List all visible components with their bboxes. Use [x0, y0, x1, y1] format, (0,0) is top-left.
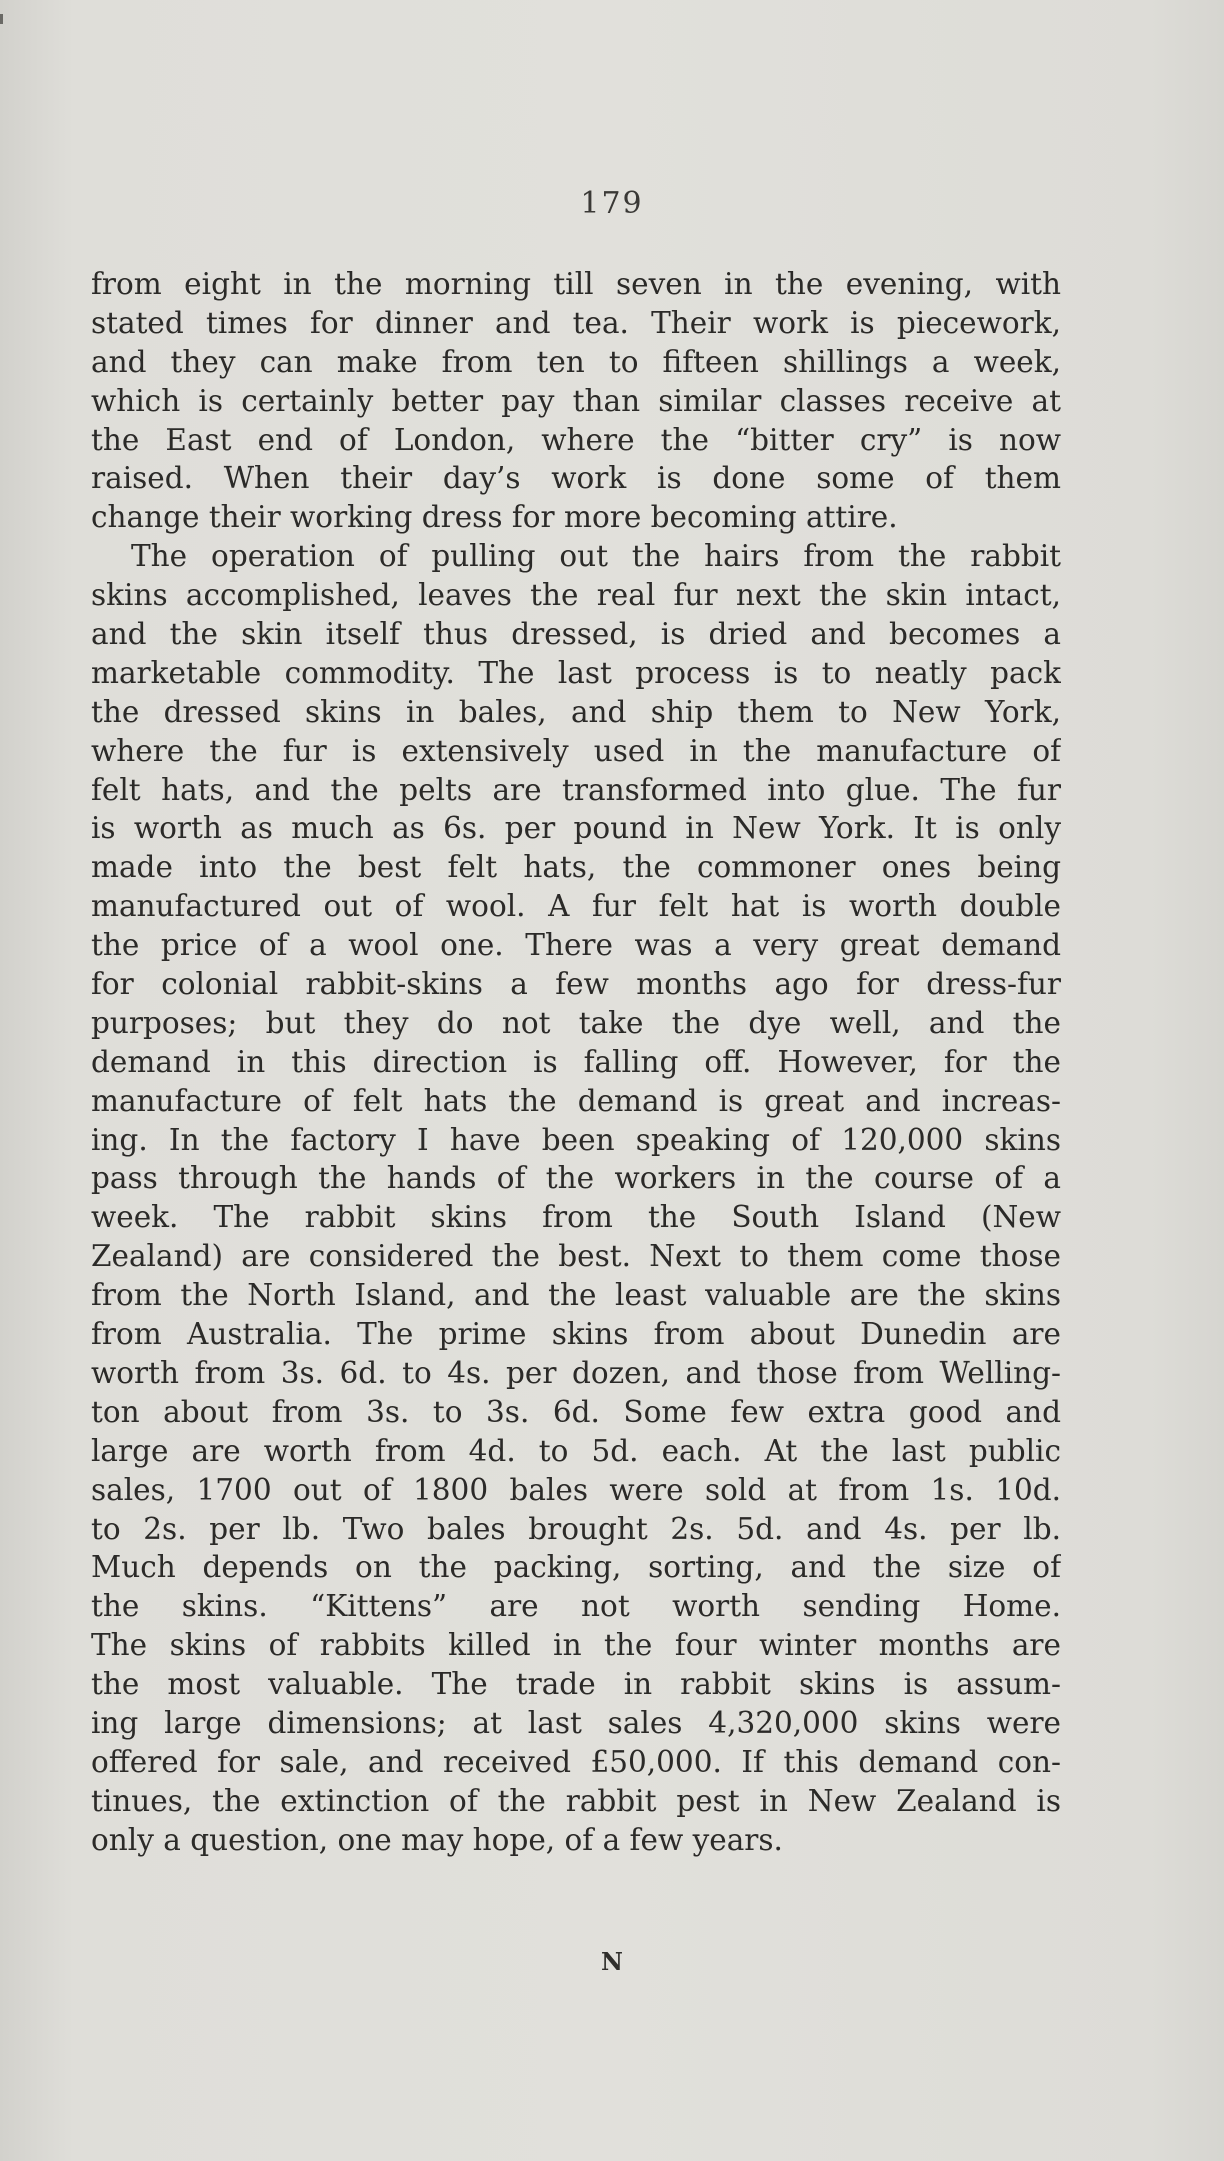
- page-number: 179: [580, 186, 644, 221]
- text-line: pass through the hands of the workers in the course of a: [91, 1161, 1061, 1196]
- text-line: ing. In the factory I have been speaking of 120,000 skins: [91, 1122, 1061, 1157]
- text-line: where the fur is extensively used in the manufacture of: [91, 733, 1061, 768]
- text-line: from eight in the morning till seven in the evening, with: [91, 267, 1061, 301]
- text-line: to 2s. per lb. Two bales brought 2s. 5d. and 4s. per lb.: [91, 1511, 1061, 1546]
- text-line: ton about from 3s. to 3s. 6d. Some few extra good and: [91, 1394, 1061, 1429]
- text-line: skins accomplished, leaves the real fur next the skin intact,: [91, 578, 1061, 613]
- text-line: for colonial rabbit-skins a few months ago for dress-fur: [91, 967, 1061, 1002]
- text-line: change their working dress for more becoming attire.: [91, 500, 898, 535]
- paragraph-start-line: The operation of pulling out the hairs from the rabbit: [131, 539, 1061, 574]
- text-line: from the North Island, and the least valuable are the skins: [91, 1278, 1061, 1313]
- text-line: large are worth from 4d. to 5d. each. At the last public: [91, 1433, 1061, 1468]
- text-line: worth from 3s. 6d. to 4s. per dozen, and those from Welling-: [91, 1355, 1061, 1390]
- text-line: the skins. “Kittens” are not worth sending Home.: [91, 1589, 1061, 1624]
- text-line: ing large dimensions; at last sales 4,320,000 skins were: [91, 1705, 1061, 1740]
- text-line: the price of a wool one. There was a very great demand: [91, 928, 1061, 963]
- text-line: made into the best felt hats, the commoner ones being: [91, 850, 1061, 885]
- text-line: purposes; but they do not take the dye well, and the: [91, 1005, 1061, 1040]
- text-line: The skins of rabbits killed in the four winter months are: [91, 1628, 1061, 1663]
- text-line: Zealand) are considered the best. Next to them come those: [91, 1239, 1061, 1274]
- text-line: from Australia. The prime skins from about Dunedin are: [91, 1317, 1061, 1352]
- text-line: the dressed skins in bales, and ship them to New York,: [91, 694, 1061, 729]
- page-edge-mark: [0, 14, 3, 24]
- text-line: tinues, the extinction of the rabbit pest in New Zealand is: [91, 1783, 1061, 1818]
- text-line: marketable commodity. The last process is to neatly pack: [91, 655, 1061, 690]
- text-line: manufactured out of wool. A fur felt hat is worth double: [91, 889, 1061, 924]
- text-line: sales, 1700 out of 1800 bales were sold at from 1s. 10d.: [91, 1472, 1061, 1507]
- text-line: raised. When their day’s work is done some of them: [91, 461, 1061, 496]
- signature-mark: N: [601, 1947, 623, 1976]
- text-line: stated times for dinner and tea. Their work is piecework,: [91, 305, 1061, 340]
- text-line: only a question, one may hope, of a few years.: [91, 1822, 783, 1857]
- text-line: felt hats, and the pelts are transformed into glue. The fur: [91, 772, 1061, 807]
- text-line: the most valuable. The trade in rabbit skins is assum-: [91, 1667, 1061, 1702]
- text-line: and the skin itself thus dressed, is dried and becomes a: [91, 617, 1061, 652]
- text-line: Much depends on the packing, sorting, and the size of: [91, 1550, 1061, 1585]
- body-text: [91, 265, 1061, 1860]
- text-line: offered for sale, and received £50,000. If this demand con-: [91, 1744, 1061, 1779]
- text-line: demand in this direction is falling off. However, for the: [91, 1044, 1061, 1079]
- text-line: week. The rabbit skins from the South Island (New: [91, 1200, 1061, 1235]
- text-line: which is certainly better pay than similar classes receive at: [91, 383, 1061, 418]
- text-line: is worth as much as 6s. per pound in New York. It is only: [91, 811, 1061, 846]
- text-line: the East end of London, where the “bitter cry” is now: [91, 422, 1061, 457]
- text-line: manufacture of felt hats the demand is great and increas-: [91, 1083, 1061, 1118]
- text-line: and they can make from ten to fifteen shillings a week,: [91, 344, 1061, 379]
